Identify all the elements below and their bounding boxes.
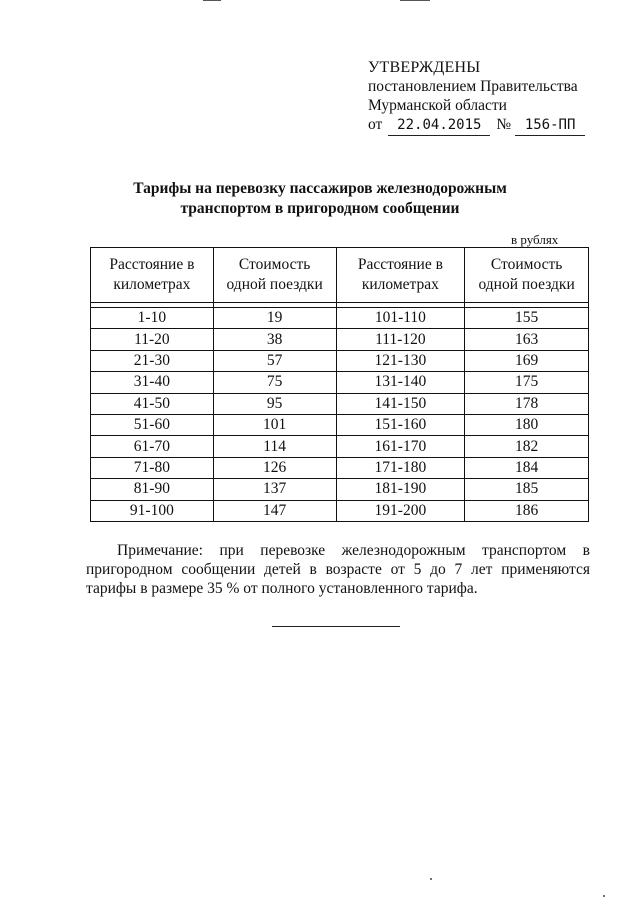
- price-cell: 75: [213, 372, 336, 393]
- price-cell: 185: [465, 479, 589, 500]
- distance-cell: 171-180: [336, 457, 465, 478]
- column-header-line: километрах: [113, 276, 191, 293]
- column-header-line: одной поездки: [478, 276, 575, 293]
- scan-mark: [400, 0, 430, 1]
- number-sign: №: [496, 116, 512, 133]
- distance-cell: 191-200: [336, 500, 465, 521]
- table-row: [91, 372, 589, 393]
- column-header-line: Стоимость: [238, 256, 311, 273]
- table-row: [91, 436, 589, 457]
- distance-cell: 181-190: [336, 479, 465, 500]
- price-cell: 95: [213, 393, 336, 414]
- approval-date-line: [368, 115, 585, 136]
- price-cell: 19: [213, 308, 336, 329]
- scan-speck: [430, 878, 432, 880]
- units-label: в рублях: [511, 232, 559, 247]
- column-header-line: Расстояние в: [357, 256, 443, 273]
- table-row: [91, 414, 589, 435]
- distance-cell: 121-130: [336, 350, 465, 371]
- distance-cell: 61-70: [91, 436, 214, 457]
- column-header-line: Расстояние в: [109, 256, 195, 273]
- distance-cell: 161-170: [336, 436, 465, 457]
- table-row: [91, 308, 589, 329]
- column-header-line: километрах: [361, 276, 439, 293]
- approval-stamp: [368, 58, 585, 136]
- price-cell: 114: [213, 436, 336, 457]
- price-cell: 180: [465, 414, 589, 435]
- distance-cell: 21-30: [91, 350, 214, 371]
- column-header: [91, 248, 214, 303]
- price-cell: 184: [465, 457, 589, 478]
- price-cell: 57: [213, 350, 336, 371]
- table-row: [91, 500, 589, 521]
- approval-date: 22.04.2015: [388, 116, 490, 136]
- price-cell: 147: [213, 500, 336, 521]
- price-cell: 175: [465, 372, 589, 393]
- price-cell: 137: [213, 479, 336, 500]
- price-cell: 126: [213, 457, 336, 478]
- distance-cell: 81-90: [91, 479, 214, 500]
- price-cell: 38: [213, 329, 336, 350]
- distance-cell: 101-110: [336, 308, 465, 329]
- title-line-2: транспортом в пригородном сообщении: [180, 200, 460, 217]
- column-header-line: одной поездки: [226, 276, 323, 293]
- distance-cell: 151-160: [336, 414, 465, 435]
- table-row: [91, 329, 589, 350]
- tariff-table: [90, 247, 589, 522]
- distance-cell: 51-60: [91, 414, 214, 435]
- approval-heading: УТВЕРЖДЕНЫ: [368, 59, 481, 76]
- table-row: [91, 457, 589, 478]
- column-header: [336, 248, 465, 303]
- approval-line-1: постановлением Правительства: [368, 78, 578, 95]
- price-cell: 182: [465, 436, 589, 457]
- document-title: [120, 179, 520, 219]
- distance-cell: 71-80: [91, 457, 214, 478]
- distance-cell: 91-100: [91, 500, 214, 521]
- distance-cell: 141-150: [336, 393, 465, 414]
- note-paragraph: Примечание: при перевозке железнодорожным транспортом в пригородном сообщении детей в возрасте от 5 до 7 лет применяются тарифы в размере 35 % от полного установленного тарифа.: [86, 542, 590, 597]
- table-header-row: [91, 248, 589, 303]
- price-cell: 163: [465, 329, 589, 350]
- scan-mark: [203, 0, 221, 1]
- distance-cell: 31-40: [91, 372, 214, 393]
- table-row: [91, 350, 589, 371]
- distance-cell: 1-10: [91, 308, 214, 329]
- column-header: [465, 248, 589, 303]
- price-cell: 101: [213, 414, 336, 435]
- table-row: [91, 393, 589, 414]
- table-row: [91, 479, 589, 500]
- distance-cell: 11-20: [91, 329, 214, 350]
- price-cell: 155: [465, 308, 589, 329]
- column-header-line: Стоимость: [490, 256, 563, 273]
- scan-speck: [603, 895, 605, 897]
- approval-number: 156-ПП: [515, 116, 585, 136]
- price-cell: 186: [465, 500, 589, 521]
- distance-cell: 131-140: [336, 372, 465, 393]
- table-body: [91, 308, 589, 522]
- distance-cell: 41-50: [91, 393, 214, 414]
- approval-line-2: Мурманской области: [368, 97, 507, 114]
- date-prefix: от: [368, 116, 383, 133]
- title-line-1: Тарифы на перевозку пассажиров железнодорожным: [133, 180, 507, 197]
- distance-cell: 111-120: [336, 329, 465, 350]
- price-cell: 178: [465, 393, 589, 414]
- price-cell: 169: [465, 350, 589, 371]
- column-header: [213, 248, 336, 303]
- closing-divider: [272, 626, 400, 627]
